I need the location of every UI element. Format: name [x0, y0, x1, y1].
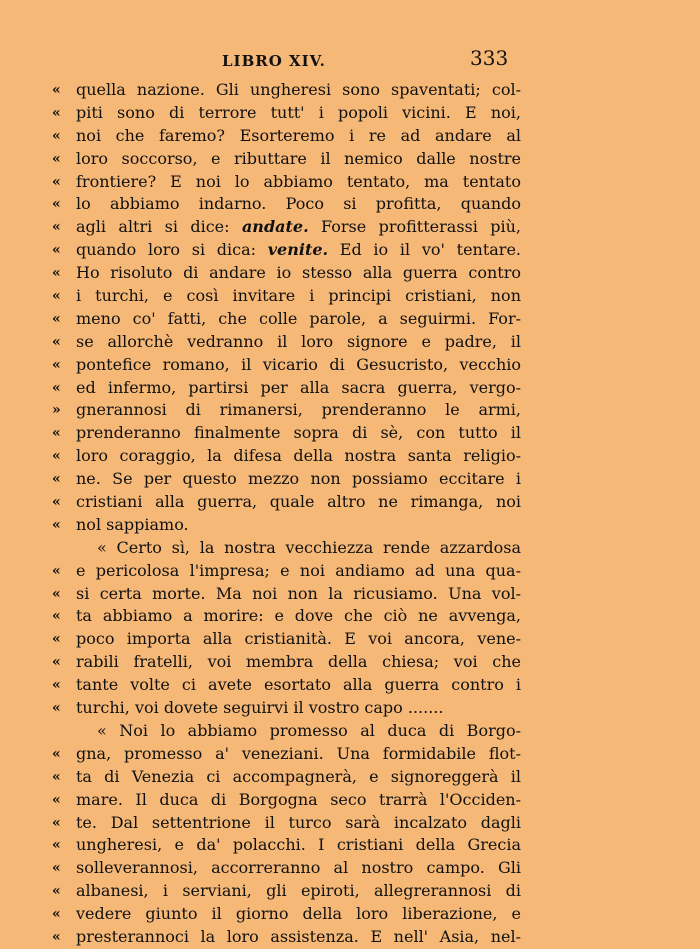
text-line [0, 674, 700, 697]
quote-mark: « [52, 379, 61, 396]
text-line [0, 216, 700, 239]
quote-mark: « [52, 745, 61, 762]
line-text: nol sappiamo. [76, 514, 189, 534]
quote-mark: « [52, 288, 61, 305]
line-text: ta abbiamo a morire: e dove che ciò ne avvenga, [76, 606, 521, 626]
quote-mark: « [52, 677, 61, 694]
quote-mark: » [52, 402, 61, 419]
line-text: gna, promesso a' veneziani. Una formidabile flot- [76, 743, 521, 763]
page-number: 333 [470, 46, 509, 70]
text-line [0, 262, 700, 285]
line-text: gnerannosi di rimanersi, prenderanno le armi, [76, 400, 521, 420]
text-line [0, 651, 700, 674]
quote-mark: « [52, 928, 61, 945]
quote-mark: « [52, 814, 61, 831]
quote-mark: « [52, 173, 61, 190]
quote-mark: « [52, 585, 61, 602]
text-line [0, 903, 700, 926]
text-line [0, 445, 700, 468]
text-line [0, 697, 700, 720]
line-text: noi che faremo? Esorteremo i re ad andare al [76, 125, 521, 145]
quote-mark: « [52, 356, 61, 373]
line-text: « Noi lo abbiamo promesso al duca di Borgo- [97, 720, 521, 740]
quote-mark: « [52, 494, 61, 511]
text-line [0, 766, 700, 789]
page-header [0, 44, 700, 74]
line-text: si certa morte. Ma noi non la ricusiamo. Una vol- [76, 583, 521, 603]
quote-mark: « [52, 82, 61, 98]
line-text: i turchi, e così invitare i principi cristiani, non [76, 286, 521, 306]
text-line [0, 171, 700, 194]
text-line [0, 926, 700, 949]
text-line [0, 583, 700, 606]
line-text: poco importa alla cristianità. E voi ancora, vene- [76, 629, 521, 649]
line-text: turchi, voi dovete seguirvi il vostro capo ....... [76, 698, 444, 718]
quote-mark: « [52, 242, 61, 259]
line-text: ne. Se per questo mezzo non possiamo eccitare i [76, 469, 521, 489]
text-line [0, 514, 700, 537]
line-text: rabili fratelli, voi membra della chiesa; voi che [76, 652, 521, 672]
quote-mark: « [52, 448, 61, 465]
text-line [0, 720, 700, 743]
body-text [0, 79, 700, 949]
line-text: solleverannosi, accorreranno al nostro campo. Gli [76, 858, 521, 878]
text-line [0, 857, 700, 880]
text-line [0, 789, 700, 812]
line-text: e pericolosa l'impresa; e noi andiamo ad una qua- [76, 560, 521, 580]
line-text: te. Dal settentrione il turco sarà incalzato dagli [76, 812, 521, 832]
quote-mark: « [52, 310, 61, 327]
quote-mark: « [52, 860, 61, 877]
line-text: tante volte ci avete esortato alla guerra contro i [76, 675, 521, 695]
line-text: Ho risoluto di andare io stesso alla guerra contro [76, 263, 521, 283]
line-text: quella nazione. Gli ungheresi sono spaventati; col- [76, 80, 521, 99]
line-text: cristiani alla guerra, quale altro ne rimanga, noi [76, 492, 521, 512]
line-text: se allorchè vedranno il loro signore e padre, il [76, 331, 521, 351]
line-text: piti sono di terrore tutt' i popoli vicini. E noi, [76, 102, 521, 122]
text-line [0, 468, 700, 491]
text-line [0, 125, 700, 148]
quote-mark: « [52, 883, 61, 900]
quote-mark: « [52, 837, 61, 854]
quote-mark: « [52, 127, 61, 144]
line-text: presterannoci la loro assistenza. E nell' Asia, nel- [76, 926, 521, 946]
quote-mark: « [52, 608, 61, 625]
line-text: agli altri si dice: andate. Forse profitterassi più, [76, 217, 521, 237]
line-text: quando loro si dica: venite. Ed io il vo' tentare. [76, 240, 521, 260]
text-line [0, 377, 700, 400]
text-line [0, 354, 700, 377]
line-text: « Certo sì, la nostra vecchiezza rende azzardosa [97, 537, 521, 557]
quote-mark: « [52, 104, 61, 121]
line-text: mare. Il duca di Borgogna seco trarrà l'Occiden- [76, 789, 521, 809]
quote-mark: « [52, 768, 61, 785]
quote-mark: « [52, 631, 61, 648]
quote-mark: « [52, 654, 61, 671]
text-line [0, 102, 700, 125]
text-line [0, 422, 700, 445]
text-line [0, 331, 700, 354]
text-line [0, 193, 700, 216]
line-text: ungheresi, e da' polacchi. I cristiani della Grecia [76, 835, 521, 855]
text-line [0, 285, 700, 308]
line-text: loro soccorso, e ributtare il nemico dalle nostre [76, 148, 521, 168]
text-line [0, 148, 700, 171]
line-text: meno co' fatti, che colle parole, a seguirmi. For- [76, 308, 521, 328]
text-line [0, 491, 700, 514]
text-line [0, 605, 700, 628]
line-text: pontefice romano, il vicario di Gesucristo, vecchio [76, 354, 521, 374]
line-text: ed infermo, partirsi per alla sacra guerra, vergo- [76, 377, 521, 397]
text-line [0, 79, 700, 102]
quote-mark: « [52, 265, 61, 282]
quote-mark: « [52, 219, 61, 236]
text-line [0, 628, 700, 651]
text-line [0, 399, 700, 422]
text-line [0, 834, 700, 857]
line-text: loro coraggio, la difesa della nostra santa religio- [76, 446, 521, 466]
line-text: vedere giunto il giorno della loro liberazione, e [76, 904, 521, 924]
line-text: prenderanno finalmente sopra di sè, con tutto il [76, 423, 521, 443]
quote-mark: « [52, 471, 61, 488]
text-line [0, 560, 700, 583]
quote-mark: « [52, 906, 61, 923]
line-text: frontiere? E noi lo abbiamo tentato, ma tentato [76, 171, 521, 191]
quote-mark: « [52, 333, 61, 350]
quote-mark: « [52, 425, 61, 442]
quote-mark: « [52, 516, 61, 533]
quote-mark: « [52, 700, 61, 717]
quote-mark: « [52, 150, 61, 167]
quote-mark: « [52, 196, 61, 213]
line-text: albanesi, i serviani, gli epiroti, allegrerannosi di [76, 881, 521, 901]
text-line [0, 308, 700, 331]
text-line [0, 812, 700, 835]
running-title: LIBRO XIV. [222, 52, 326, 70]
text-line [0, 880, 700, 903]
quote-mark: « [52, 562, 61, 579]
line-text: lo abbiamo indarno. Poco si profitta, quando [76, 194, 521, 214]
text-line [0, 239, 700, 262]
quote-mark: « [52, 791, 61, 808]
text-line [0, 743, 700, 766]
text-line [0, 537, 700, 560]
line-text: ta di Venezia ci accompagnerà, e signoreggerà il [76, 766, 521, 786]
